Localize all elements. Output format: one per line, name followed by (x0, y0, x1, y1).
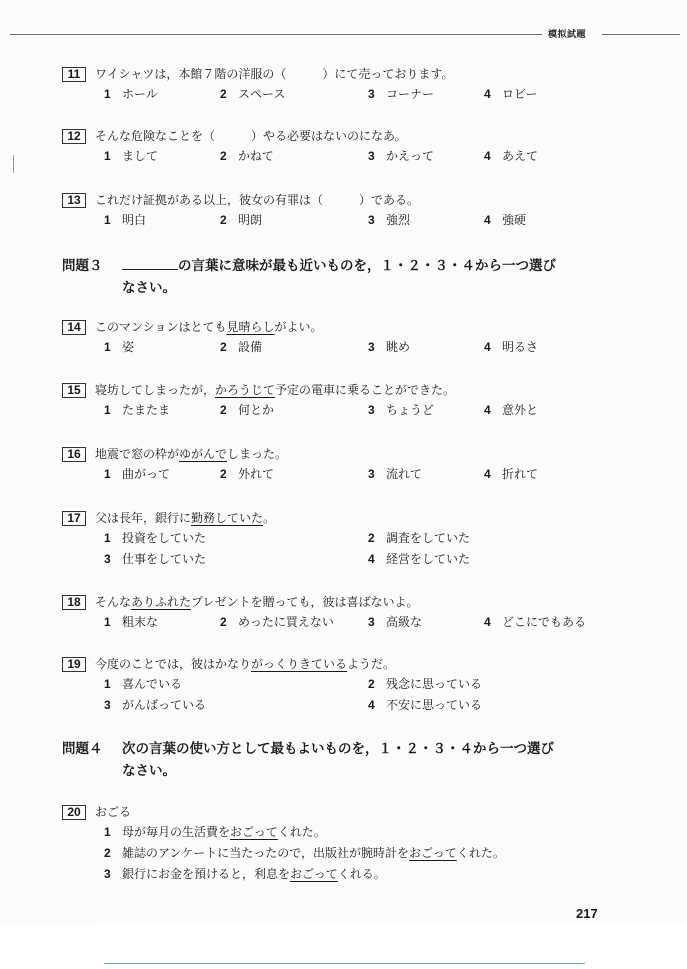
option-3[interactable]: 3 かえって (368, 149, 435, 163)
option-3[interactable]: 3 銀行にお金を預けると，利息をおごってくれる。 (104, 867, 386, 881)
option-2[interactable]: 2 雑誌のアンケートに当たったので，出版社が腕時計をおごってくれた。 (104, 846, 505, 860)
options-row (104, 146, 539, 167)
underlined-word: ありふれた (131, 595, 192, 609)
option-4[interactable]: 4 あえて (484, 149, 539, 163)
option-3[interactable]: 3 ちょうど (368, 403, 435, 417)
blank-underline (122, 257, 178, 270)
question-stem: 地震で窓の枠がゆがんでしまった。 (95, 447, 288, 461)
question-number: 17 (62, 511, 86, 526)
question-19 (62, 654, 483, 716)
underlined-word: おごって (290, 867, 338, 881)
options-row (104, 695, 483, 716)
option-2[interactable]: 2 外れて (220, 467, 275, 481)
question-number: 14 (62, 320, 86, 335)
option-2[interactable]: 2 スペース (220, 87, 286, 101)
header-rule-right (602, 34, 680, 35)
section-label: 問題４ (62, 741, 103, 757)
options-row (104, 337, 539, 358)
option-1[interactable]: 1 粗末な (104, 615, 159, 629)
option-3[interactable]: 3 コーナー (368, 87, 435, 101)
question-stem: このマンションはとても見晴らしがよい。 (95, 320, 323, 334)
options-row (104, 674, 483, 695)
page-number: 217 (576, 906, 598, 921)
question-15 (62, 380, 539, 421)
underlined-word: ゆがんで (179, 447, 228, 461)
option-3[interactable]: 3 高級な (368, 615, 423, 629)
option-2[interactable]: 2 何とか (220, 403, 275, 417)
option-1[interactable]: 1 明白 (104, 213, 147, 227)
question-number: 18 (62, 595, 86, 610)
options-row (104, 549, 471, 570)
option-2[interactable]: 2 調査をしていた (368, 531, 471, 545)
question-14 (62, 317, 539, 358)
question-number: 20 (62, 805, 86, 820)
option-4[interactable]: 4 どこにでもある (484, 615, 587, 629)
option-1[interactable]: 1 ホール (104, 87, 158, 101)
question-18 (62, 592, 587, 633)
question-stem: これだけ証拠がある以上，彼女の有罪は（ ）である。 (95, 193, 420, 207)
question-number: 16 (62, 447, 86, 462)
options-row (104, 400, 539, 421)
option-4[interactable]: 4 不安に思っている (368, 698, 483, 712)
underlined-word: がっくりきている (251, 657, 348, 671)
option-1[interactable]: 1 曲がって (104, 467, 171, 481)
options-row (104, 528, 471, 549)
option-4[interactable]: 4 強硬 (484, 213, 527, 227)
question-16 (62, 444, 539, 485)
section-3-instructions (62, 255, 556, 299)
option-2[interactable]: 2 かねて (220, 149, 274, 163)
target-word: おごる (95, 805, 132, 819)
option-3[interactable]: 3 仕事をしていた (104, 552, 207, 566)
question-stem: そんなありふれたプレゼントを贈っても，彼は喜ばないよ。 (95, 595, 419, 609)
question-20 (62, 802, 505, 885)
option-1[interactable]: 1 喜んでいる (104, 677, 183, 691)
option-1[interactable]: 1 母が毎月の生活費をおごってくれた。 (104, 825, 326, 839)
question-stem: 寝坊してしまったが，かろうじて予定の電車に乗ることができた。 (95, 383, 456, 397)
underlined-word: おごって (230, 825, 278, 839)
section-label: 問題３ (62, 258, 103, 274)
option-3[interactable]: 3 がんばっている (104, 698, 207, 712)
options-row (104, 84, 538, 105)
option-4[interactable]: 4 折れて (484, 467, 539, 481)
option-1[interactable]: 1 姿 (104, 340, 135, 354)
option-1[interactable]: 1 たまたま (104, 403, 171, 417)
header-rule-left (10, 34, 542, 35)
instruction-text-cont: なさい。 (122, 763, 176, 779)
question-number: 12 (62, 129, 86, 144)
question-12 (62, 126, 539, 167)
scan-mark (13, 155, 14, 173)
option-4[interactable]: 4 明るさ (484, 340, 539, 354)
underlined-word: かろうじて (215, 383, 276, 397)
question-stem: 今度のことでは，彼はかなりがっくりきているようだ。 (95, 657, 396, 671)
section-4-instructions (62, 738, 554, 782)
footer-rule (104, 963, 585, 964)
question-stem: そんな危険なことを（ ）やる必要はないのになあ。 (95, 129, 407, 143)
question-stem: ワイシャツは，本館７階の洋服の（ ）にて売っております。 (95, 67, 454, 81)
option-4[interactable]: 4 意外と (484, 403, 539, 417)
underlined-word: 勤務していた (191, 511, 264, 525)
question-number: 13 (62, 193, 86, 208)
option-1[interactable]: 1 投資をしていた (104, 531, 207, 545)
question-number: 15 (62, 383, 86, 398)
option-2[interactable]: 2 めったに買えない (220, 615, 334, 629)
option-3[interactable]: 3 流れて (368, 467, 423, 481)
option-2[interactable]: 2 明朗 (220, 213, 263, 227)
underlined-word: おごって (409, 846, 457, 860)
question-number: 11 (62, 67, 86, 82)
underlined-word: 見晴らし (226, 320, 275, 334)
options-row (104, 612, 587, 633)
question-number: 19 (62, 657, 86, 672)
instruction-text: 次の言葉の使い方として最もよいものを，１・２・３・４から一つ選び (122, 741, 554, 757)
instruction-text-cont: なさい。 (122, 280, 176, 296)
option-4[interactable]: 4 経営をしていた (368, 552, 471, 566)
instruction-text: の言葉に意味が最も近いものを，１・２・３・４から一つ選び (178, 258, 556, 274)
question-stem: 父は長年，銀行に勤務していた。 (95, 511, 276, 525)
options-row (104, 464, 539, 485)
option-4[interactable]: 4 ロビー (484, 87, 538, 101)
option-3[interactable]: 3 眺め (368, 340, 411, 354)
running-header: 模拟試題 (548, 30, 587, 40)
question-11 (62, 64, 538, 105)
options-row (104, 210, 527, 231)
option-2[interactable]: 2 残念に思っている (368, 677, 483, 691)
option-3[interactable]: 3 強烈 (368, 213, 411, 227)
page-margin (98, 922, 687, 969)
question-13 (62, 190, 527, 231)
question-17 (62, 508, 471, 570)
option-2[interactable]: 2 設備 (220, 340, 263, 354)
option-1[interactable]: 1 まして (104, 149, 159, 163)
